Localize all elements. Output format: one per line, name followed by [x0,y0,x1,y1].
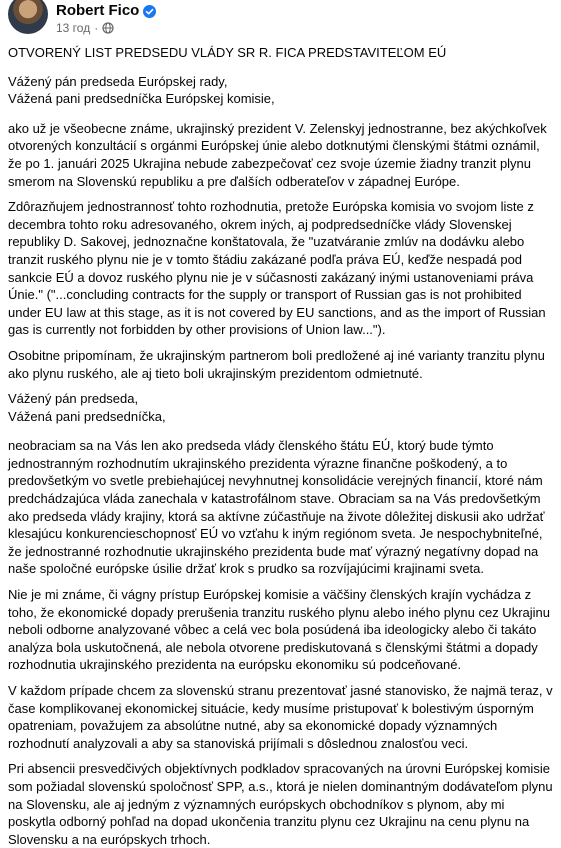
post-timestamp[interactable]: 13 год [56,21,91,35]
post-headline: OTVORENÝ LIST PREDSEDU VLÁDY SR R. FICA PREDSTAVITEĽOM EÚ [8,45,447,60]
salutation-block-2 [8,390,553,425]
verified-badge-icon [143,5,156,18]
post-body [8,44,561,848]
paragraph: ako už je všeobecne známe, ukrajinský prezident V. Zelenskyj jednostranne, bez akýchkoľvek otvorených konzultácií s orgánmi Európskej únie alebo dotknutými členskými štátmi oznámil, že po 1. januári 2025 Ukrajina nebude zabezpečovať cez svoje územie žiadny tranzit plynu smerom na Slovenskú republiku a pre ďalších odberateľov v západnej Európe. [8,120,547,189]
author-avatar[interactable] [8,0,48,34]
paragraph: neobraciam sa na Vás len ako predseda vlády členského štátu EÚ, ktorý bude týmto jednostranným rozhodnutím ukrajinského prezidenta výrazne finančne poškodený, a to predovšetkým vo svetle prebiehajúcej nevyhnutnej konsolidácie verejných financií, ktoré nám predchádzajúca vláda zanechala v katastrofálnom stave. Obraciam sa na Vás predovšetkým ako predseda vlády krajiny, ktorá sa aktívne zúčastňuje na živote dôležitej diskusii ako udržať klesajúcu konkurencieschopnosť EÚ vo vzťahu k iným regiónom sveta. Je nespochybniteľné, že jednostranné rozhodnutie ukrajinského prezidenta bude mať výrazný negatívny dopad na naše spoločné európske úsilie držať krok s prudko sa rozvíjajúcimi krajinami sveta. [8,438,545,577]
paragraph: Zdôrazňujem jednostrannosť tohto rozhodnutia, pretože Európska komisia vo svojom liste z decembra tohto roku adresovaného, okrem iných, aj podpredsedníčke vlády Slovenskej republiky D. Sakovej, jednoznačne konštatovala, že "uzatváranie zmlúv na dodávku alebo tranzit ruského plynu nie je v tomto štádiu zakázané podľa práva EÚ, keďže nespadá pod sankcie EÚ a dovoz ruského plynu nie je v súčasnosti zakázaný inými ustanoveniami práva Únie." ("...concluding contracts for the supply or transport of Russian gas is not prohibited under EU law at this stage, as it is not covered by EU sanctions, and as the import of Russian gas is currently not forbidden by other provisions of Union law..."). [8,199,546,338]
globe-icon[interactable] [102,22,114,34]
paragraph: V každom prípade chcem za slovenskú stranu prezentovať jasné stanovisko, že najmä teraz, v čase komplikovanej ekonomickej situácie, kedy musíme pristupovať k bolestivým úsporným opatreniam, považujem za absolútne nutné, aby sa ekonomické dopady významných rozhodnutí analyzovali a aby sa stanoviská prijímali s dôslednou znalosťou veci. [8,683,553,751]
paragraph: Osobitne pripomínam, že ukrajinským partnerom boli predložené aj iné varianty tranzitu plynu ako plynu ruského, ale aj tieto boli ukrajinským prezidentom odmietnuté. [8,347,545,381]
salutation-line: Vážený pán predseda Európskej rady, [8,73,228,89]
salutation-block-1 [8,73,553,108]
salutation-line: Vážená pani predsedníčka, [8,408,166,424]
paragraph: Nie je mi známe, či vágny prístup Európskej komisie a väčšiny členských krajín vychádza z toho, že ekonomické dopady prerušenia tranzitu ruského plynu alebo iného plynu cez Ukrajinu neboli odborne analyzované vôbec a celá vec bola posúdená iba ideologicky alebo či takáto analýza bola uskutočnená, ale nebola otvorene prediskutovaná s členskými štátmi a dopady rozhodnutia ukrajinského prezidenta na európsku ekonomiku sú podceňované. [8,587,550,673]
salutation-line: Vážený pán predseda, [8,391,139,407]
salutation-line: Vážená pani predsedníčka Európskej komisie, [8,91,275,107]
author-row [56,2,156,20]
separator-dot: · [94,21,99,35]
paragraph: Pri absencii presvedčivých objektívnych podkladov spracovaných na úrovni Európskej komisie som požiadal slovenskú spoločnosť SPP, a.s., ktorá je nielen dominantným dodávateľom plynu na Slovensku, ale aj jedným z významných európskych obchodníkov s plynom, aby mi poskytla odborný pohľad na dopad ukončenia tranzitu plynu cez Ukrajinu na cenu plynu na Slovensku a na európskych trhoch. [8,761,553,847]
post-meta [56,2,156,36]
post-time-row [56,20,156,36]
author-name[interactable]: Robert Fico [56,2,140,19]
post-header [8,0,561,38]
